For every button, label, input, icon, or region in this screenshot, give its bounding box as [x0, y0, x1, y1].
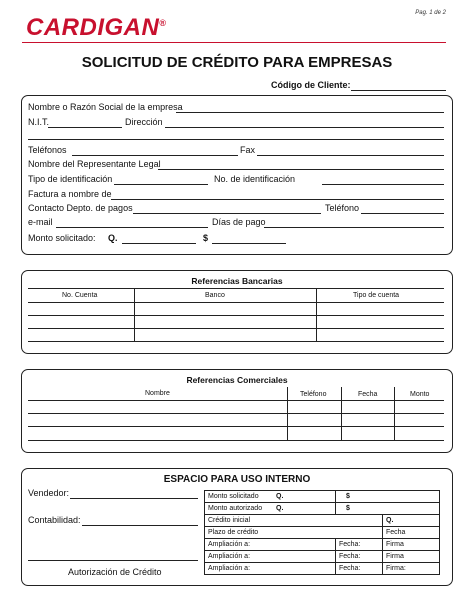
telefonos-field[interactable] — [72, 155, 238, 156]
ampliacion-firma-cell[interactable]: Firma — [383, 551, 440, 563]
fax-field[interactable] — [257, 155, 444, 156]
contacto-field[interactable] — [133, 213, 321, 214]
ampliacion-cell[interactable]: Ampliación a: — [205, 551, 336, 563]
commercial-row-line[interactable] — [28, 440, 444, 441]
ampliacion-cell[interactable]: Ampliación a: — [205, 539, 336, 551]
direccion-label: Dirección — [125, 117, 163, 127]
bank-references-title: Referencias Bancarias — [191, 276, 283, 286]
credito-inicial-cell[interactable]: Crédito inicial — [205, 515, 383, 527]
plazo-fecha-cell[interactable]: Fecha — [383, 527, 440, 539]
bank-title-divider — [28, 288, 444, 289]
ampliacion-fecha-cell[interactable]: Fecha: — [336, 563, 383, 575]
monto-autorizado-cell: Monto autorizado — [205, 503, 274, 515]
table-row — [205, 503, 440, 515]
tipo-id-field[interactable] — [114, 184, 208, 185]
monto-q-field[interactable] — [122, 243, 196, 244]
monto-dollar-field[interactable] — [212, 243, 286, 244]
factura-label: Factura a nombre de — [28, 189, 112, 199]
plazo-credito-cell[interactable]: Plazo de crédito — [205, 527, 383, 539]
ampliacion-cell[interactable]: Ampliación a: — [205, 563, 336, 575]
page-number: Pag. 1 de 2 — [415, 10, 446, 16]
bank-row-line[interactable] — [28, 315, 444, 316]
monto-autorizado-dollar-cell[interactable]: $ — [336, 503, 440, 515]
client-code-field[interactable] — [351, 90, 446, 91]
bank-row-line[interactable] — [28, 328, 444, 329]
commercial-row-line[interactable] — [28, 413, 444, 414]
internal-credit-table — [204, 490, 440, 575]
nit-label: N.I.T. — [28, 117, 50, 127]
no-id-field[interactable] — [322, 184, 444, 185]
bank-col-tipo: Tipo de cuenta — [353, 292, 400, 299]
bank-row-line[interactable] — [28, 302, 444, 303]
commercial-col-telefono: Teléfono — [300, 391, 327, 398]
commercial-references-title: Referencias Comerciales — [186, 375, 288, 385]
ampliacion-fecha-cell[interactable]: Fecha: — [336, 551, 383, 563]
client-code-label: Código de Cliente: — [271, 80, 351, 90]
factura-field[interactable] — [111, 199, 444, 200]
razon-social-field[interactable] — [176, 112, 444, 113]
representante-field[interactable] — [158, 169, 444, 170]
table-row — [205, 539, 440, 551]
internal-use-title: ESPACIO PARA USO INTERNO — [163, 474, 311, 485]
representante-label: Nombre del Representante Legal — [28, 159, 161, 169]
bank-row-line[interactable] — [28, 341, 444, 342]
dias-pago-field[interactable] — [264, 227, 444, 228]
bank-col-banco: Banco — [205, 292, 225, 299]
monto-solicitado-dollar-cell[interactable]: $ — [336, 491, 440, 503]
vendedor-label: Vendedor: — [28, 488, 70, 498]
email-label: e-mail — [28, 217, 53, 227]
monto-label: Monto solicitado: — [28, 233, 96, 243]
address-extra-line[interactable] — [28, 139, 444, 140]
vendedor-field[interactable] — [70, 498, 198, 499]
header-divider — [22, 42, 446, 43]
monto-solicitado-cell: Monto solicitado — [205, 491, 274, 503]
commercial-col-fecha: Fecha — [358, 391, 378, 398]
monto-q-label: Q. — [108, 233, 118, 243]
telefonos-label: Teléfonos — [28, 145, 67, 155]
ampliacion-firma-cell[interactable]: Firma — [383, 539, 440, 551]
autorizacion-signature-line[interactable] — [28, 560, 198, 561]
autorizacion-label: Autorización de Crédito — [68, 567, 162, 577]
table-row — [205, 527, 440, 539]
page-title: SOLICITUD DE CRÉDITO PARA EMPRESAS — [81, 54, 393, 71]
dias-pago-label: Días de pago — [212, 217, 266, 227]
direccion-field[interactable] — [165, 127, 444, 128]
ampliacion-fecha-cell[interactable]: Fecha: — [336, 539, 383, 551]
commercial-row-line[interactable] — [28, 426, 444, 427]
commercial-col-monto: Monto — [410, 391, 430, 398]
table-row — [205, 551, 440, 563]
commercial-col-nombre: Nombre — [145, 390, 170, 397]
contacto-label: Contacto Depto. de pagos — [28, 203, 133, 213]
tipo-id-label: Tipo de identificación — [28, 174, 113, 184]
monto-autorizado-q-cell[interactable]: Q. — [273, 503, 336, 515]
monto-dollar-label: $ — [203, 233, 209, 243]
contabilidad-field[interactable] — [82, 525, 198, 526]
contabilidad-label: Contabilidad: — [28, 515, 81, 525]
table-row — [205, 563, 440, 575]
telefono-field[interactable] — [361, 213, 444, 214]
razon-social-label: Nombre o Razón Social de la empresa — [28, 102, 183, 112]
fax-label: Fax — [240, 145, 256, 155]
email-field[interactable] — [56, 227, 208, 228]
table-row — [205, 515, 440, 527]
ampliacion-firma-cell[interactable]: Firma: — [383, 563, 440, 575]
brand-logo: CARDIGAN® — [26, 14, 167, 41]
monto-solicitado-q-cell[interactable]: Q. — [273, 491, 336, 503]
no-id-label: No. de identificación — [214, 174, 296, 184]
bank-col-cuenta: No. Cuenta — [62, 292, 98, 299]
nit-field[interactable] — [48, 127, 122, 128]
table-row — [205, 491, 440, 503]
credito-inicial-q-cell[interactable]: Q. — [383, 515, 440, 527]
telefono-label: Teléfono — [325, 203, 360, 213]
commercial-row-line[interactable] — [28, 400, 444, 401]
